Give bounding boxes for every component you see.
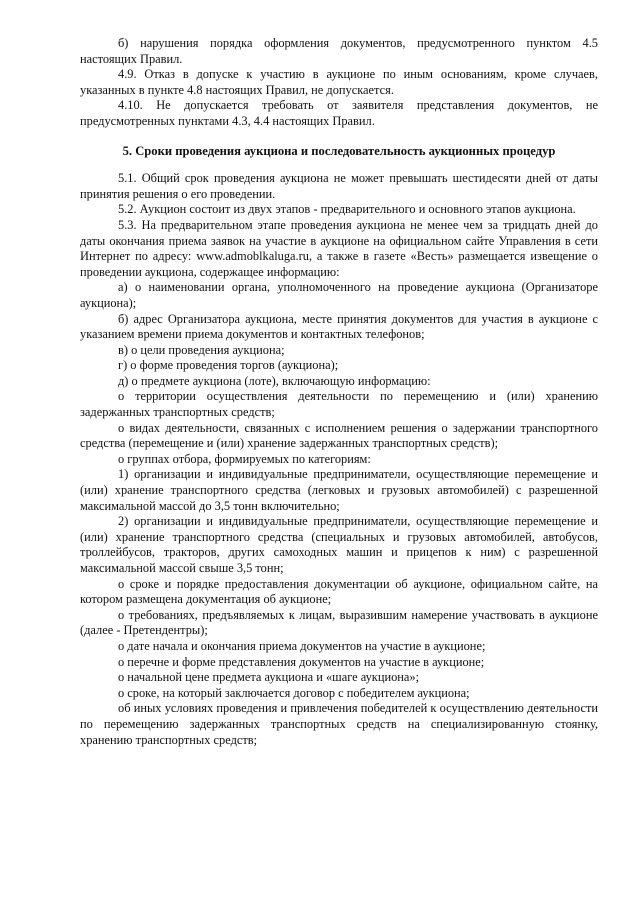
info-territory: о территории осуществления деятельности по перемещению и (или) хранению задержанных транспортных средств; (80, 389, 598, 420)
list-item-b: б) адрес Организатора аукциона, месте принятия документов для участия в аукционе с указанием времени приема документов и контактных телефонов; (80, 311, 598, 342)
info-dates: о дате начала и окончания приема документов на участие в аукционе; (118, 638, 486, 653)
info-contract-term: о сроке, на который заключается договор с победителем аукциона; (118, 685, 470, 700)
paragraph-5-1: 5.1. Общий срок проведения аукциона не может превышать шестидесяти дней от даты принятия решения о его проведении. (80, 171, 598, 201)
paragraph-4-10: 4.10. Не допускается требовать от заявителя представления документов, не предусмотренных пунктами 4.3, 4.4 настоящих Правил. (80, 98, 598, 128)
info-document-list: о перечне и форме представления документов на участие в аукционе; (118, 654, 485, 669)
info-selection-groups: о группах отбора, формируемых по категориям: (118, 451, 371, 466)
paragraph-4-8-b: б) нарушения порядка оформления документов, предусмотренного пунктом 4.5 настоящих Правил. (80, 36, 598, 66)
info-activity-types: о видах деятельности, связанных с исполнением решения о задержании транспортного средства (перемещение и (или) хранение задержанных транспортных средств); (80, 420, 598, 451)
info-documentation-terms: о сроке и порядке предоставления документации об аукционе, официальном сайте, на котором размещена документация об аукционе; (80, 576, 598, 607)
group-category-2: 2) организации и индивидуальные предприниматели, осуществляющие перемещение и (или) хранение транспортного средства (специальных и грузовых автомобилей, автобусов, троллейбусов, тракторов, других самоходных машин и прицепов к ним) с разрешенной максимальной массой свыше 3,5 тонн; (80, 514, 598, 575)
section-heading: 5. Сроки проведения аукциона и последовательность аукционных процедур (122, 143, 556, 158)
info-start-price: о начальной цене предмета аукциона и «шаге аукциона»; (118, 670, 420, 685)
info-requirements: о требованиях, предъявляемых к лицам, выразившим намерение участвовать в аукционе (далее - Претендентры); (80, 607, 598, 638)
paragraph-5-3: 5.3. На предварительном этапе проведения аукциона не менее чем за тридцать дней до даты окончания приема заявок на участие в аукционе на официальном сайте Управления в сети Интернет по адресу: www.admoblkaluga.ru, а также в газете «Весть» размещается извещение о проведении аукциона, содержащее информацию: (80, 217, 598, 279)
group-category-1: 1) организации и индивидуальные предприниматели, осуществляющие перемещение и (или) хранение транспортного средства (легковых и грузовых автомобилей) с разрешенной максимальной массой до 3,5 тонн включительно; (80, 467, 598, 513)
list-item-v: в) о цели проведения аукциона; (118, 342, 285, 357)
paragraph-4-9: 4.9. Отказ в допуске к участию в аукционе по иным основаниям, кроме случаев, указанных в пункте 4.8 настоящих Правил, не допускается. (80, 67, 598, 97)
paragraph-5-2: 5.2. Аукцион состоит из двух этапов - предварительного и основного этапов аукциона. (118, 202, 576, 217)
list-item-d: д) о предмете аукциона (лоте), включающую информацию: (118, 373, 431, 388)
list-item-a: а) о наименовании органа, уполномоченного на проведение аукциона (Организаторе аукциона); (80, 280, 598, 310)
info-other-conditions: об иных условиях проведения и привлечения победителей к осуществлению деятельности по перемещению задержанных транспортных средств на специализированную стоянку, хранению транспортных средств; (80, 701, 598, 747)
list-item-g: г) о форме проведения торгов (аукциона); (118, 358, 339, 373)
document-page (80, 36, 598, 748)
